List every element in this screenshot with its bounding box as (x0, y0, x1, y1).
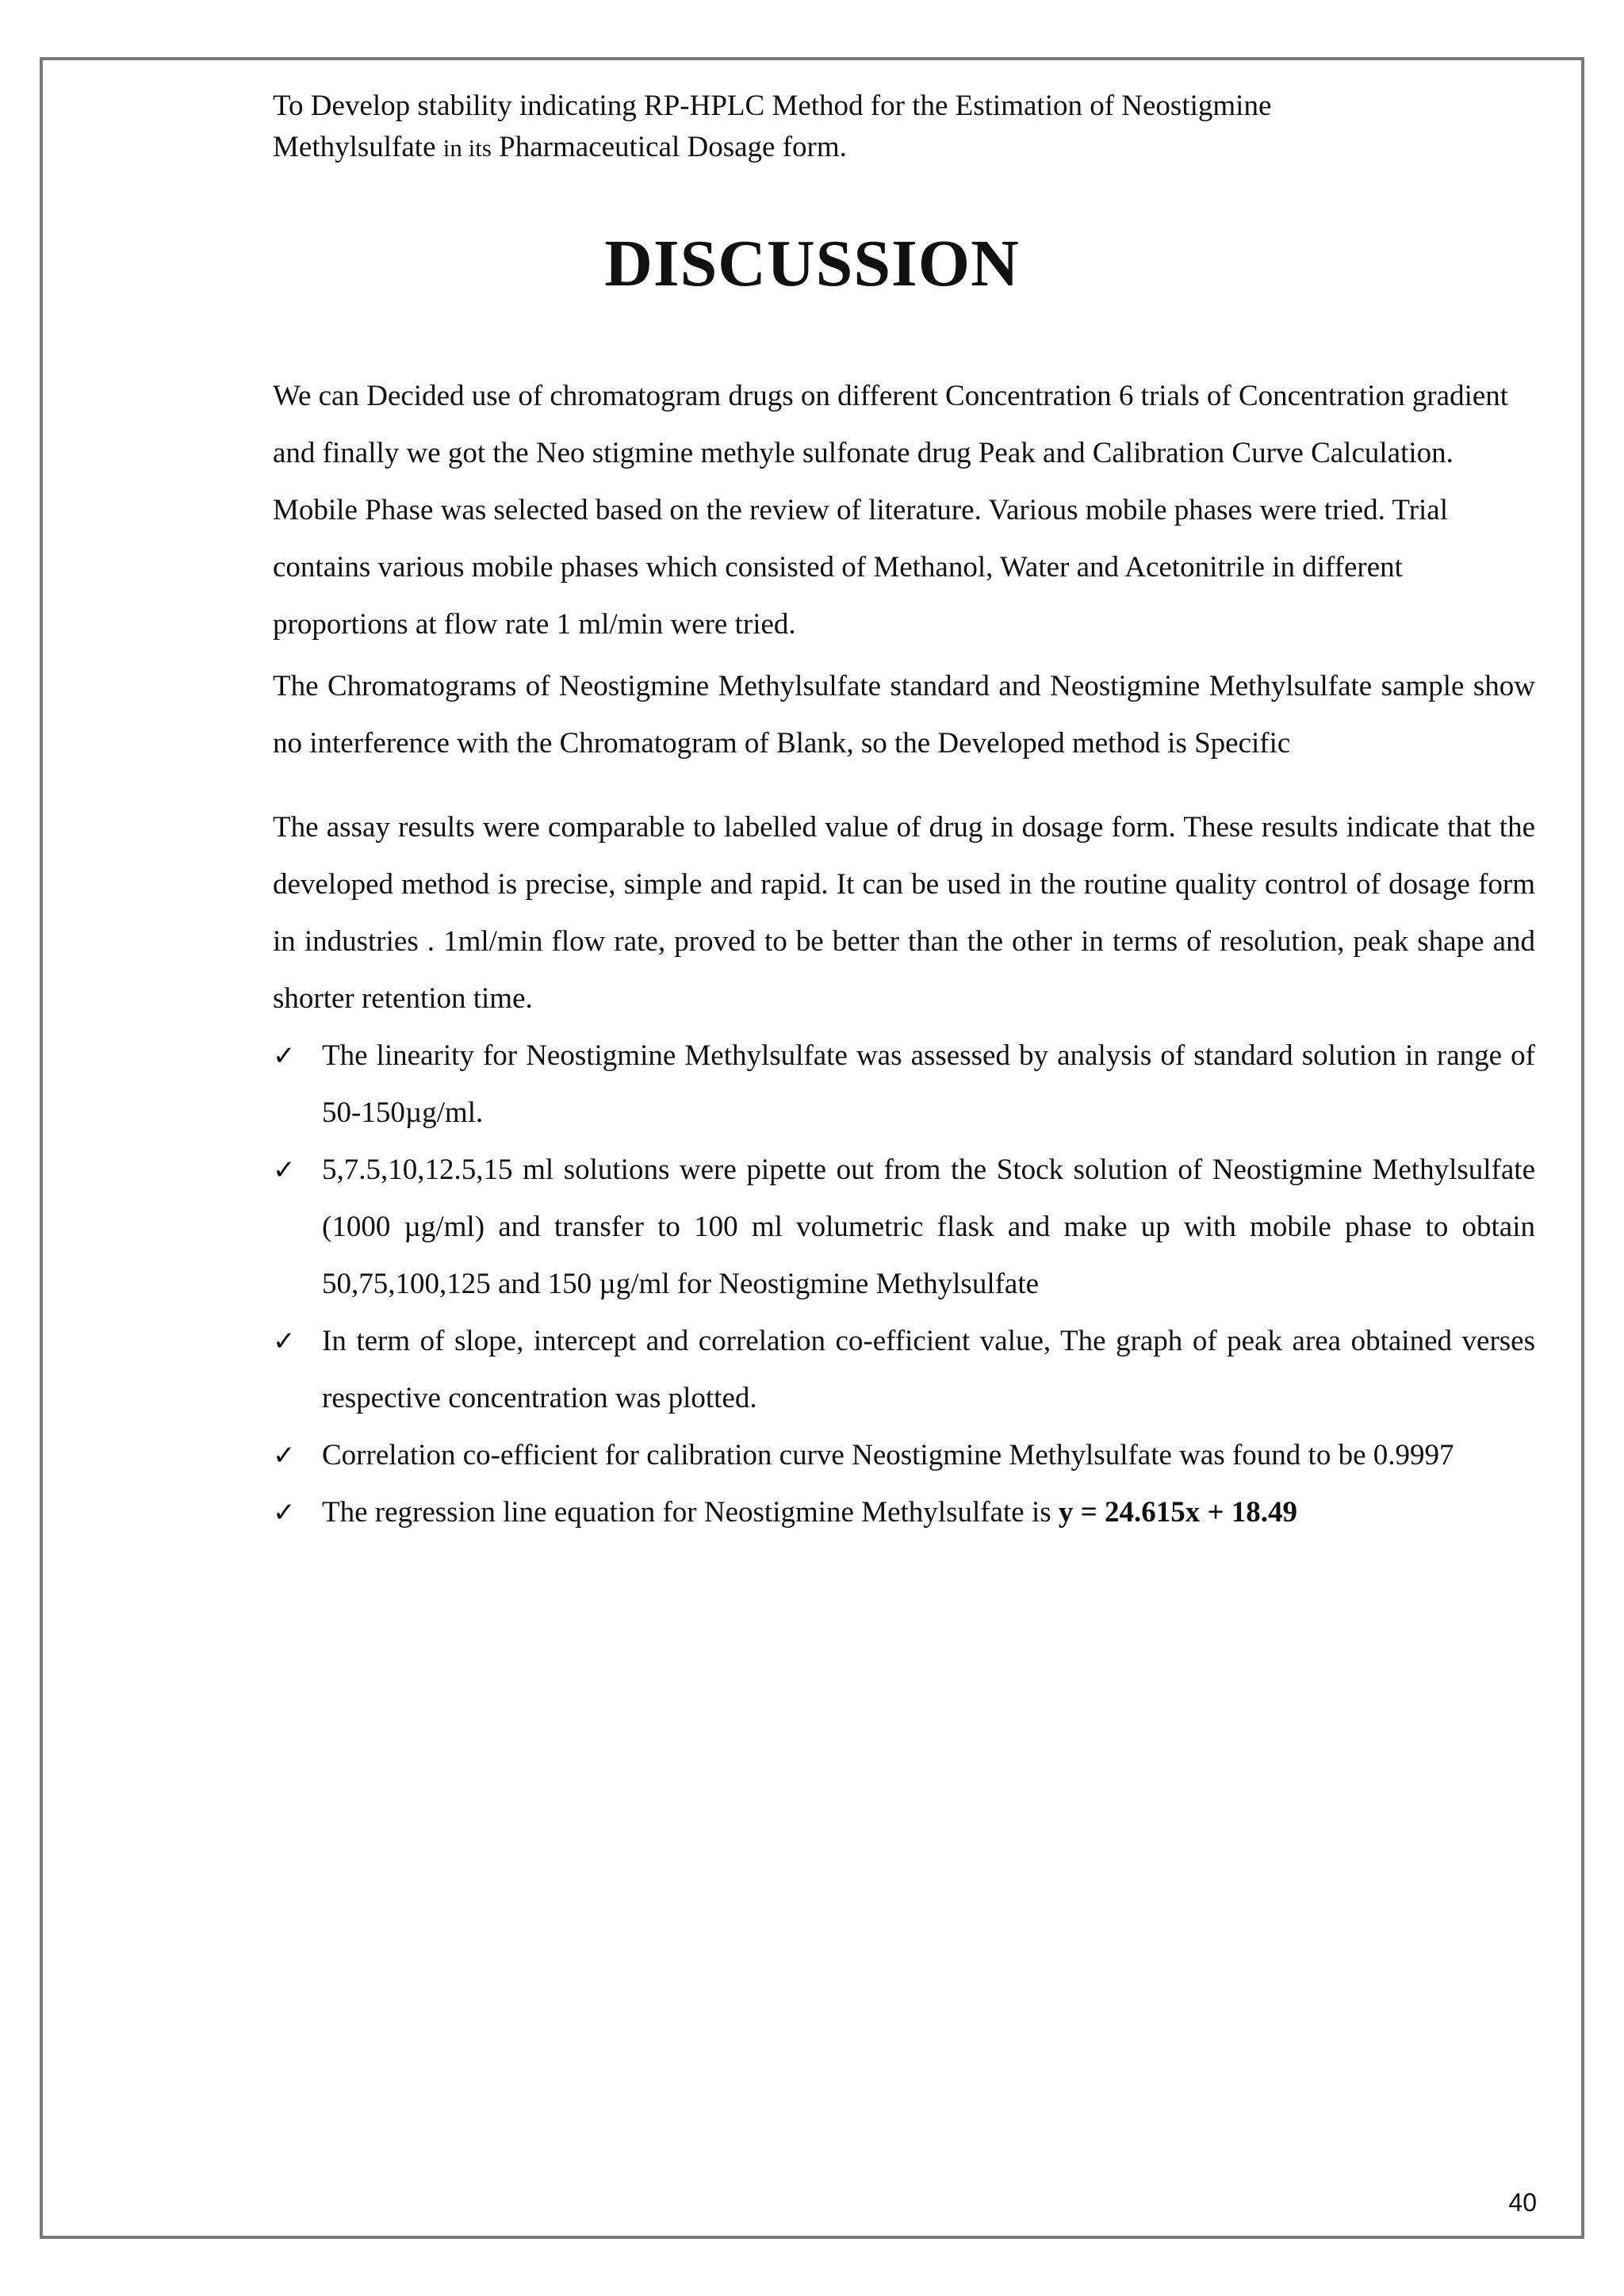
list-item-text: Correlation co-efficient for calibration curve Neostigmine Methylsulfate was found to be 0.9997 (322, 1439, 1454, 1471)
check-icon: ✓ (273, 1040, 296, 1072)
header-line-1: To Develop stability indicating RP-HPLC Method for the Estimation of Neostigmine (273, 90, 1272, 122)
page-number: 40 (1508, 2188, 1537, 2217)
header-line-2-a: Methylsulfate (273, 131, 436, 163)
list-item (273, 1142, 1535, 1313)
list-item-text: In term of slope, intercept and correlation co-efficient value, The graph of peak area obtained verses respective concentration was plotted. (322, 1325, 1535, 1414)
check-icon: ✓ (273, 1440, 296, 1471)
list-item (273, 1427, 1535, 1484)
list-item (273, 1313, 1535, 1427)
list-item-text: The linearity for Neostigmine Methylsulfate was assessed by analysis of standard solution in range of 50-150µg/ml. (322, 1039, 1535, 1129)
paragraph-specificity: The Chromatograms of Neostigmine Methylsulfate standard and Neostigmine Methylsulfate sample show no interference with the Chromatogram of Blank, so the Developed method is Specific (273, 670, 1535, 760)
paragraph-trials: We can Decided use of chromatogram drugs on different Concentration 6 trials of Concentration gradient and finally we got the Neo stigmine methyle sulfonate drug Peak and Calibration Curve Calculation. Mobile Phase was selected based on the review of literature. Various mobile phases were tried. Trial contains various mobile phases which consisted of Methanol, Water and Acetonitrile in different proportions at flow rate 1 ml/min were tried. (273, 380, 1509, 641)
list-item-text: 5,7.5,10,12.5,15 ml solutions were pipette out from the Stock solution of Neostigmine Methylsulfate (1000 µg/ml) and transfer to 100 ml volumetric flask and make up with mobile phase to obtain 50,75,100,125 and 150 µg/ml for Neostigmine Methylsulfate (322, 1154, 1535, 1300)
header-line-2-small: in its (442, 134, 492, 162)
list-item-text: The regression line equation for Neostigmine Methylsulfate is (322, 1496, 1051, 1529)
header-line-2-b: Pharmaceutical Dosage form. (499, 131, 847, 163)
main-content (273, 368, 1535, 1541)
check-icon: ✓ (273, 1497, 296, 1529)
findings-list (273, 1027, 1535, 1541)
running-header (273, 86, 1542, 169)
header-line-2 (273, 127, 1542, 169)
regression-equation: y = 24.615x + 18.49 (1058, 1496, 1298, 1529)
check-icon: ✓ (273, 1326, 296, 1357)
paragraph-assay: The assay results were comparable to labelled value of drug in dosage form. These results indicate that the developed method is precise, simple and rapid. It can be used in the routine quality control of dosage form in industries . 1ml/min flow rate, proved to be better than the other in terms of resolution, peak shape and shorter retention time. (273, 811, 1535, 1015)
page-title: DISCUSSION (604, 227, 1020, 300)
list-item (273, 1027, 1535, 1142)
list-item-regression (273, 1484, 1535, 1541)
check-icon: ✓ (273, 1154, 296, 1186)
